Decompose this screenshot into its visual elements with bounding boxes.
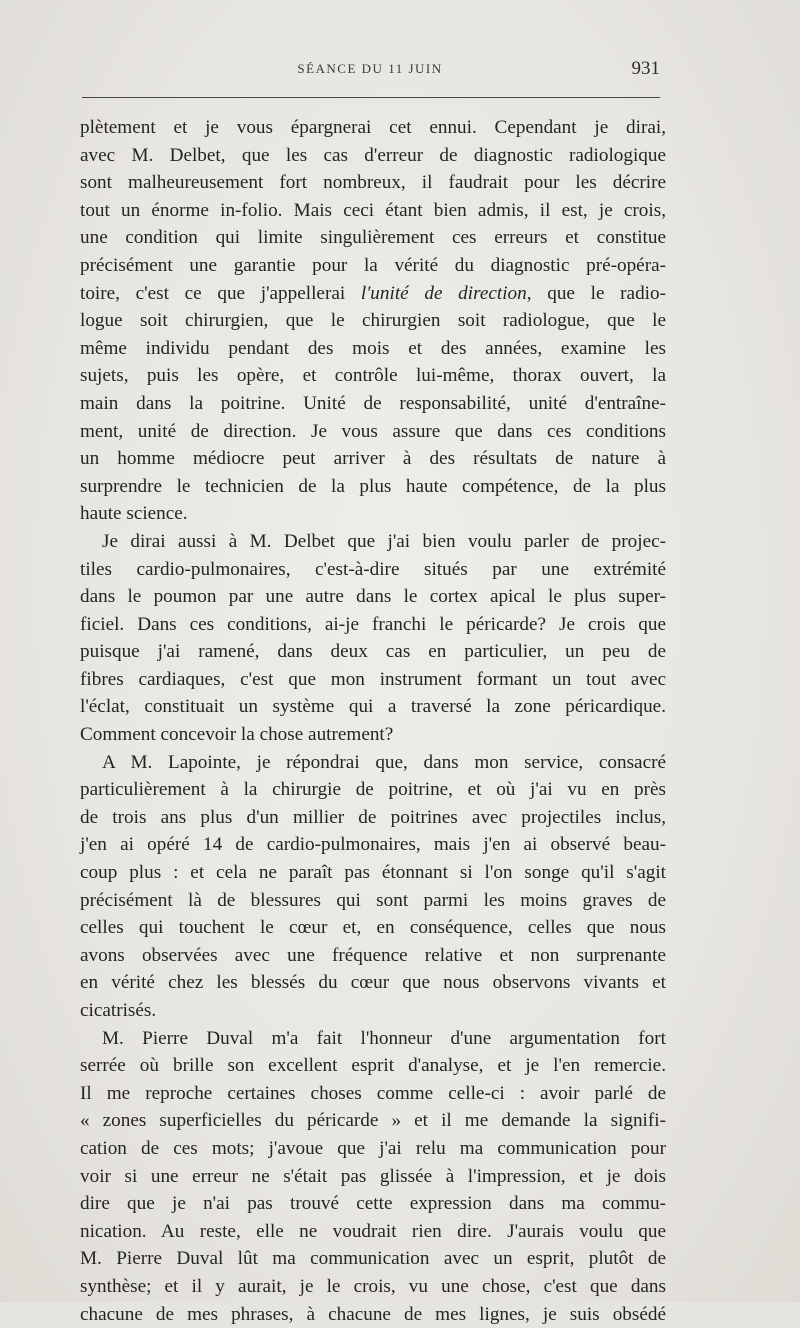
text-line: précisément une garantie pour la vérité du diagnostic pré-opéra- bbox=[80, 254, 666, 276]
text-line: puisque j'ai ramené, dans deux cas en particulier, un peu de bbox=[80, 641, 666, 663]
text-line: M. Pierre Duval lût ma communication avec un esprit, plutôt de bbox=[80, 1248, 666, 1270]
text-line: sont malheureusement fort nombreux, il faudrait pour les décrire bbox=[80, 172, 666, 194]
text-line: tiles cardio-pulmonaires, c'est-à-dire situés par une extrémité bbox=[80, 558, 666, 580]
text-line: fibres cardiaques, c'est que mon instrument formant un tout avec bbox=[80, 668, 666, 690]
text-line: coup plus : et cela ne paraît pas étonnant si l'on songe qu'il s'agit bbox=[80, 862, 666, 884]
text-line: avons observées avec une fréquence relative et non surprenante bbox=[80, 944, 666, 966]
text-line: main dans la poitrine. Unité de responsabilité, unité d'entraîne- bbox=[80, 392, 666, 414]
text-line: surprendre le technicien de la plus haute compétence, de la plus bbox=[80, 475, 666, 497]
text-line: précisément là de blessures qui sont parmi les moins graves de bbox=[80, 889, 666, 911]
header-rule bbox=[82, 97, 660, 98]
text-line: celles qui touchent le cœur et, en conséquence, celles que nous bbox=[80, 917, 666, 939]
running-head bbox=[80, 58, 660, 84]
text-line: l'éclat, constituait un système qui a traversé la zone péricardique. bbox=[80, 696, 666, 718]
text-line: A M. Lapointe, je répondrai que, dans mon service, consacré bbox=[102, 751, 666, 773]
text-line: M. Pierre Duval m'a fait l'honneur d'une argumentation fort bbox=[102, 1027, 666, 1049]
text-line: voir si une erreur ne s'était pas glissée à l'impression, et je dois bbox=[80, 1165, 666, 1187]
text-line: nication. Au reste, elle ne voudrait rien dire. J'aurais voulu que bbox=[80, 1220, 666, 1242]
text-line: particulièrement à la chirurgie de poitrine, et où j'ai vu en près bbox=[80, 779, 666, 801]
text-line: « zones superficielles du péricarde » et il me demande la signifi- bbox=[80, 1110, 666, 1132]
text-line: avec M. Delbet, que les cas d'erreur de diagnostic radiologique bbox=[80, 144, 666, 166]
text-line: serrée où brille son excellent esprit d'analyse, et je l'en remercie. bbox=[80, 1055, 666, 1077]
text-line: toire, c'est ce que j'appellerai l'unité de direction, que le radio- bbox=[80, 282, 666, 304]
text-line: cation de ces mots; j'avoue que j'ai relu ma communication pour bbox=[80, 1137, 666, 1159]
text-line: ment, unité de direction. Je vous assure que dans ces conditions bbox=[80, 420, 666, 442]
text-line: ficiel. Dans ces conditions, ai-je franchi le péricarde? Je crois que bbox=[80, 613, 666, 635]
text-line: Comment concevoir la chose autrement? bbox=[80, 724, 394, 746]
text-line: dire que je n'ai pas trouvé cette expression dans ma commu- bbox=[80, 1193, 666, 1215]
italic-term: l'unité de direction bbox=[360, 282, 527, 304]
text-line: un homme médiocre peut arriver à des résultats de nature à bbox=[80, 448, 666, 470]
text-line: une condition qui limite singulièrement ces erreurs et constitue bbox=[80, 227, 666, 249]
body-text bbox=[80, 114, 666, 1328]
text-line: synthèse; et il y aurait, je le crois, vu une chose, c'est que dans bbox=[80, 1275, 666, 1297]
text-line: chacune de mes phrases, à chacune de mes lignes, je suis obsédé bbox=[80, 1303, 666, 1325]
text-line: haute science. bbox=[80, 503, 188, 525]
text-line: Je dirai aussi à M. Delbet que j'ai bien voulu parler de projec- bbox=[102, 530, 666, 552]
text-line: même individu pendant des mois et des années, examine les bbox=[80, 337, 666, 359]
text-line: Il me reproche certaines choses comme celle-ci : avoir parlé de bbox=[80, 1082, 666, 1104]
page-number: 931 bbox=[631, 58, 660, 79]
text-line: cicatrisés. bbox=[80, 1000, 157, 1021]
text-line: plètement et je vous épargnerai cet ennui. Cependant je dirai, bbox=[80, 117, 666, 138]
text-line: j'en ai opéré 14 de cardio-pulmonaires, mais j'en ai observé beau- bbox=[80, 834, 666, 856]
text-line: sujets, puis les opère, et contrôle lui-même, thorax ouvert, la bbox=[80, 365, 666, 387]
text-line: de trois ans plus d'un millier de poitrines avec projectiles inclus, bbox=[80, 806, 666, 828]
text-line: logue soit chirurgien, que le chirurgien soit radiologue, que le bbox=[80, 310, 666, 332]
text-line: dans le poumon par une autre dans le cortex apical le plus super- bbox=[80, 586, 666, 608]
text-line: tout un énorme in-folio. Mais ceci étant bien admis, il est, je crois, bbox=[80, 199, 666, 221]
running-title: SÉANCE DU 11 JUIN bbox=[297, 61, 443, 76]
text-line: en vérité chez les blessés du cœur que nous observons vivants et bbox=[80, 972, 666, 994]
